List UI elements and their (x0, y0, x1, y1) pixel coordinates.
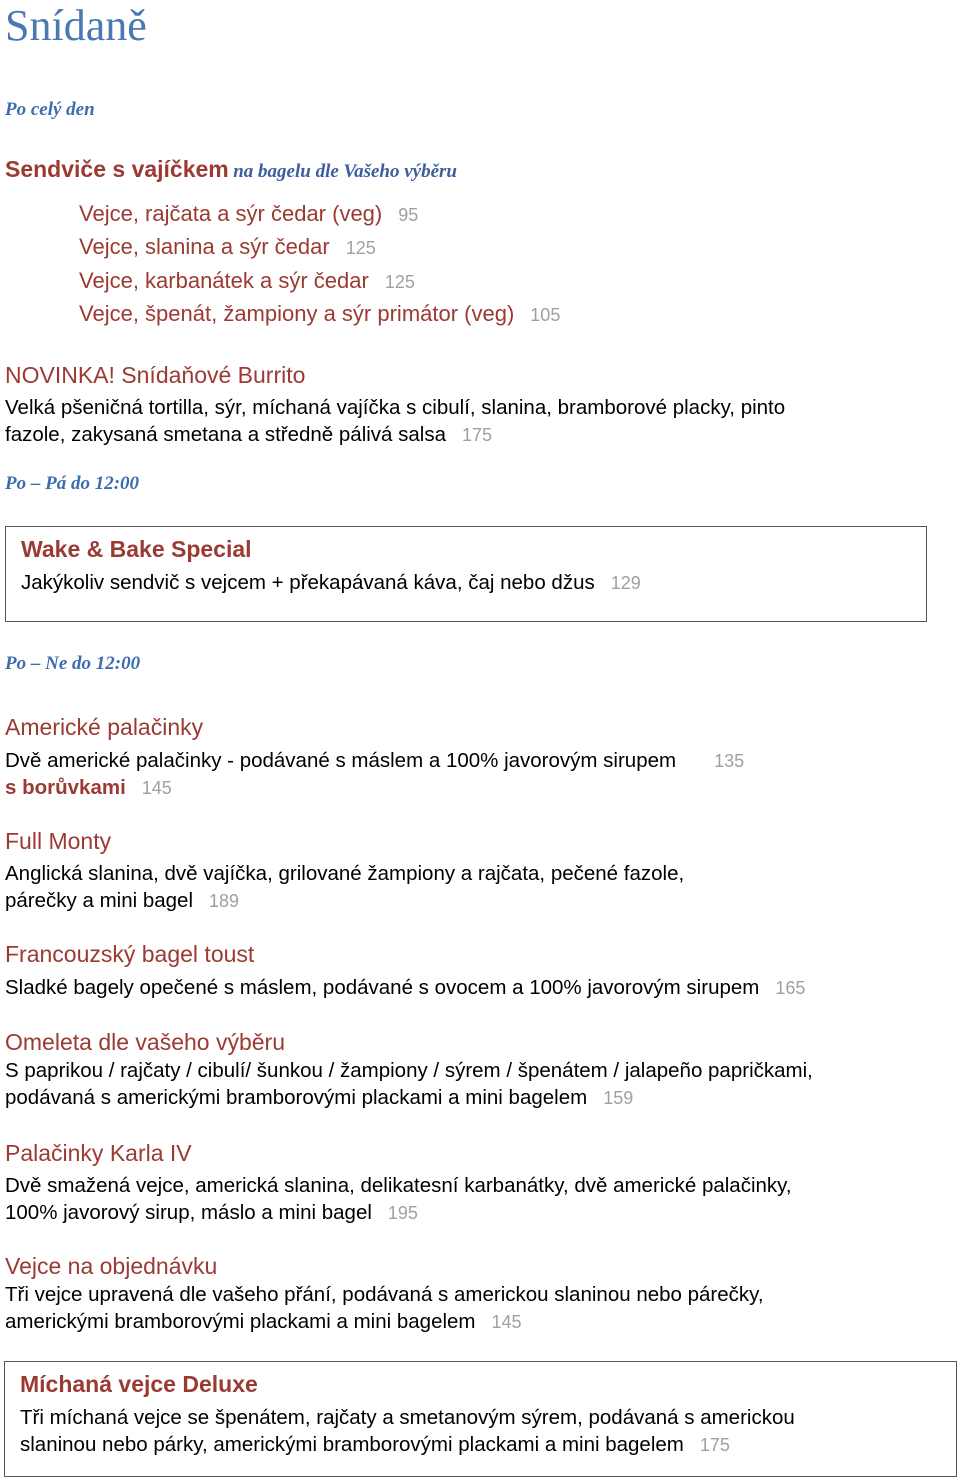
french-bagel-name: Francouzský bagel toust (5, 941, 255, 967)
burrito-price: 175 (462, 425, 493, 445)
deluxe-name: Míchaná vejce Deluxe (20, 1371, 258, 1397)
french-bagel-price: 165 (775, 978, 806, 998)
eggs-order-desc-line2 (5, 1310, 522, 1334)
deluxe-price: 175 (699, 1435, 730, 1455)
section-weekday: Po – Pá do 12:00 (5, 473, 140, 494)
karel-desc-text: 100% javorový sirup, máslo a mini bagel (5, 1201, 372, 1224)
sandwiches-heading (5, 156, 457, 183)
full-monty-price: 189 (209, 891, 240, 911)
sandwich-item-price: 105 (530, 305, 561, 325)
sandwich-item-label: Vejce, karbanátek a sýr čedar (79, 268, 369, 293)
pancakes-desc-text: Dvě americké palačinky - podávané s máslem a 100% javorovým sirupem (5, 749, 677, 772)
omelette-desc-line1: S paprikou / rajčaty / cibulí/ šunkou / žampiony / sýrem / špenátem / jalapeño papričkami, (5, 1059, 813, 1082)
section-all-day: Po celý den (5, 99, 95, 120)
sandwich-item-price: 125 (345, 238, 376, 258)
burrito-desc-line1: Velká pšeničná tortilla, sýr, míchaná vajíčka s cibulí, slanina, bramborové placky, pinto (5, 396, 786, 419)
omelette-desc-line2 (5, 1086, 633, 1110)
eggs-order-desc-line1: Tři vejce upravená dle vašeho přání, podávaná s americkou slaninou nebo párečky, (5, 1283, 764, 1306)
pancakes-price: 135 (714, 751, 745, 771)
burrito-name: NOVINKA! Snídaňové Burrito (5, 362, 306, 388)
sandwich-item-price: 125 (384, 272, 415, 292)
sandwich-item-price: 95 (398, 205, 419, 225)
page-title: Snídaně (5, 1, 147, 50)
wake-bake-name: Wake & Bake Special (21, 536, 252, 562)
burrito-desc-text: fazole, zakysaná smetana a středně pálivá salsa (5, 423, 447, 446)
eggs-order-desc-text: americkými bramborovými plackami a mini bagelem (5, 1310, 476, 1333)
deluxe-desc-text: slaninou nebo párky, americkými bramborovými plackami a mini bagelem (20, 1433, 684, 1456)
burrito-desc-line2 (5, 423, 492, 447)
sandwiches-note: na bagelu dle Vašeho výběru (233, 161, 457, 182)
omelette-price: 159 (603, 1088, 634, 1108)
sandwich-item-label: Vejce, slanina a sýr čedar (79, 234, 330, 259)
french-bagel-desc-text: Sladké bagely opečené s máslem, podávané s ovocem a 100% javorovým sirupem (5, 976, 760, 999)
wake-bake-desc (21, 571, 641, 595)
sandwich-item-label: Vejce, špenát, žampiony a sýr primátor (veg) (79, 301, 515, 326)
sandwich-item (79, 201, 418, 227)
full-monty-name: Full Monty (5, 828, 112, 854)
full-monty-desc-text: párečky a mini bagel (5, 889, 194, 912)
pancakes-name: Americké palačinky (5, 714, 204, 740)
deluxe-desc-line2 (20, 1433, 730, 1457)
sandwich-item (79, 234, 376, 260)
eggs-order-price: 145 (491, 1312, 522, 1332)
section-week: Po – Ne do 12:00 (5, 653, 141, 674)
wake-bake-price: 129 (610, 573, 641, 593)
sandwich-item (79, 268, 415, 294)
pancakes-extra-price: 145 (141, 778, 172, 798)
full-monty-desc-line1: Anglická slanina, dvě vajíčka, grilované žampiony a rajčata, pečené fazole, (5, 862, 685, 885)
wake-bake-desc-text: Jakýkoliv sendvič s vejcem + překapávaná káva, čaj nebo džus (21, 571, 595, 594)
pancakes-extra-text: s borůvkami (5, 776, 126, 799)
karel-price: 195 (387, 1203, 418, 1223)
karel-desc-line2 (5, 1201, 418, 1225)
french-bagel-desc (5, 976, 805, 1000)
omelette-desc-text: podávaná s americkými bramborovými plackami a mini bagelem (5, 1086, 588, 1109)
omelette-name: Omeleta dle vašeho výběru (5, 1029, 285, 1055)
sandwich-item-label: Vejce, rajčata a sýr čedar (veg) (79, 201, 383, 226)
karel-name: Palačinky Karla IV (5, 1140, 192, 1166)
full-monty-desc-line2 (5, 889, 239, 913)
sandwiches-name: Sendviče s vajíčkem (5, 156, 229, 182)
eggs-order-name: Vejce na objednávku (5, 1253, 218, 1279)
pancakes-desc (5, 749, 744, 773)
sandwich-item (79, 301, 560, 327)
deluxe-desc-line1: Tři míchaná vejce se špenátem, rajčaty a smetanovým sýrem, podávaná s americkou (20, 1406, 795, 1429)
pancakes-extra (5, 776, 172, 800)
karel-desc-line1: Dvě smažená vejce, americká slanina, delikatesní karbanátky, dvě americké palačinky, (5, 1174, 792, 1197)
